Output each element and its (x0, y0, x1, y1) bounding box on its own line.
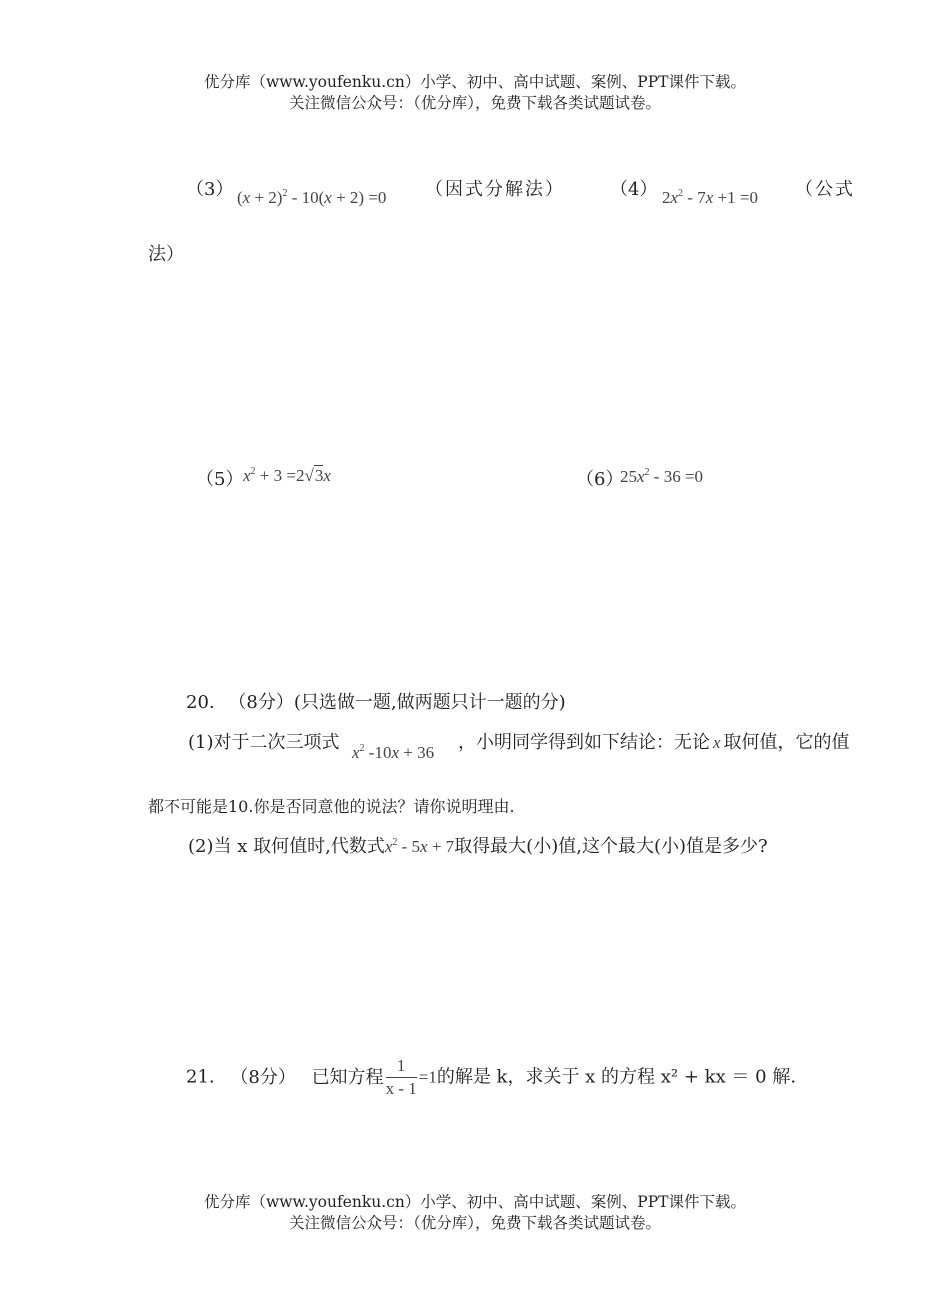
problem-4-method-cont: 法） (148, 244, 184, 265)
question-20-part2-suffix: 取得最大(小)值,这个最大(小)值是多少? (454, 836, 768, 857)
header-line-1: 优分库（www.youfenku.cn）小学、初中、高中试题、案例、PPT课件下载。 (203, 73, 747, 91)
question-21-score: （8分） (230, 1066, 296, 1088)
problem-3-method: （因式分解法） (425, 179, 565, 200)
question-20-part1-expr: $x^2$ -10x + 36 (352, 743, 435, 762)
problem-3-equation: $(x + 2)^2 - 10(x + 2) =0$ (237, 188, 387, 207)
problem-3-label: （3） (186, 179, 234, 200)
question-20-part1-var: x (713, 733, 721, 752)
question-20-part1-text (458, 728, 850, 754)
problem-4-equation: $2x^2 - 7x +1 =0$ (662, 188, 758, 207)
question-21 (186, 1055, 796, 1100)
question-20-note: (只选做一题,做两题只计一题的分) (293, 692, 566, 713)
question-20-score: （8分） (228, 692, 294, 713)
problem-5-label: （5） (196, 469, 244, 490)
question-21-prefix: 已知方程 (311, 1066, 384, 1088)
question-21-number: 21. (186, 1066, 215, 1088)
header-line-2: 关注微信公众号：（优分库），免费下载各类试题试卷。 (288, 94, 661, 112)
question-20-header (186, 688, 566, 714)
problem-4-method: （公式 (795, 179, 855, 200)
question-20-part2-expr: $x^2 - 5x + 7$ (384, 837, 455, 856)
question-20-part2 (188, 832, 768, 858)
problem-4-label: （4） (610, 179, 658, 200)
question-20-part1-line2: 都不可能是10.你是否同意他的说法？请你说明理由. (148, 797, 515, 816)
question-20-part1-suffix: ，小明同学得到如下结论：无论 (458, 732, 710, 753)
footer-line-1: 优分库（www.youfenku.cn）小学、初中、高中试题、案例、PPT课件下载。 (203, 1193, 747, 1211)
question-21-text: 的解是 k，求关于 x 的方程 x² + kx ＝ 0 解. (436, 1066, 797, 1088)
question-20-part2-prefix: (2)当 x 取何值时,代数式 (188, 836, 385, 857)
problem-6-label: （6） (576, 469, 624, 490)
fraction-numerator: 1 (386, 1055, 417, 1078)
problem-5-equation: $x^2 + 3 =2√3x$ (243, 466, 331, 485)
footer-line-2: 关注微信公众号：（优分库），免费下载各类试题试卷。 (288, 1214, 661, 1232)
question-21-fraction (386, 1055, 417, 1100)
question-20-number: 20. (186, 692, 215, 713)
question-20-part1-tail: 取何值，它的值 (723, 732, 850, 753)
fraction-denominator: x - 1 (385, 1079, 417, 1098)
problem-6-equation: $25x^2 - 36 =0$ (620, 467, 704, 486)
question-21-rhs: =1 (418, 1067, 437, 1087)
question-20-part1-prefix: (1)对于二次三项式 (188, 732, 340, 753)
